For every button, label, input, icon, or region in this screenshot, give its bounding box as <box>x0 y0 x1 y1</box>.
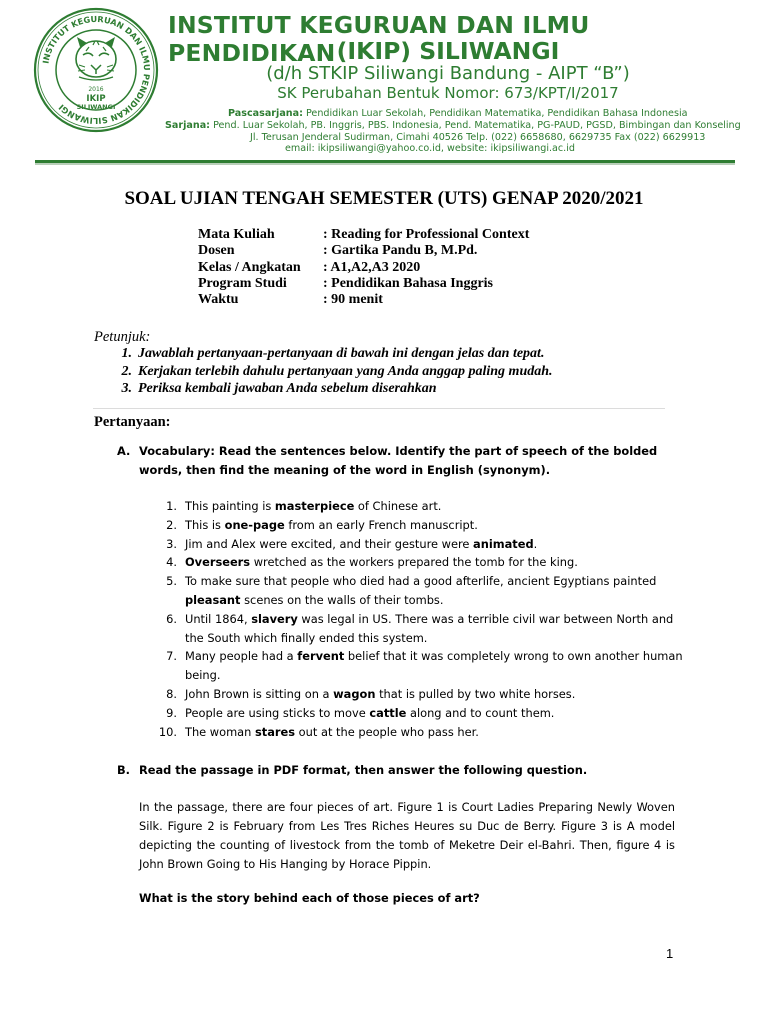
info-row <box>198 292 529 308</box>
vocab-bold-word: wagon <box>333 686 376 701</box>
info-value: : Gartika Pandu B, M.Pd. <box>323 243 478 259</box>
vocab-number: 3. <box>166 536 177 551</box>
vocab-text: The woman <box>185 724 256 739</box>
vocab-item <box>151 516 691 535</box>
vocab-text: John Brown is sitting on a <box>185 686 334 701</box>
vocab-text: People are using sticks to move <box>185 705 370 720</box>
exam-title: SOAL UJIAN TENGAH SEMESTER (UTS) GENAP 2020/2021 <box>124 188 644 209</box>
vocab-text: This painting is <box>185 499 275 513</box>
vocab-item <box>151 610 691 648</box>
logo-ring-text: INSTITUT KEGURUAN DAN ILMU PENDIDIKAN SILIWANGI <box>40 13 153 127</box>
info-value: : Pendidikan Bahasa Inggris <box>323 275 493 291</box>
vocab-bold-word: cattle <box>369 705 407 720</box>
info-value: : Reading for Professional Context <box>323 227 530 242</box>
course-info <box>198 227 529 308</box>
instructions-heading: Petunjuk: <box>94 329 151 345</box>
pascasarjana-line <box>228 108 688 120</box>
vocab-number: 6. <box>166 611 177 626</box>
vocab-number: 5. <box>166 574 177 589</box>
decree-line: SK Perubahan Bentuk Nomor: 673/KPT/I/2017 <box>277 84 619 102</box>
vocab-bold-word: stares <box>255 724 296 739</box>
vocab-text: Until 1864, <box>185 611 252 626</box>
vocab-item <box>151 704 691 723</box>
vocabulary-list <box>151 497 691 741</box>
vocab-item <box>151 572 691 610</box>
info-label: Dosen <box>198 243 235 259</box>
questions-heading: Pertanyaan: <box>94 414 171 430</box>
vocab-item <box>151 685 691 704</box>
section-b-letter: B. <box>117 763 131 777</box>
passage-paragraph: In the passage, there are four pieces of art. Figure 1 is Court Ladies Preparing Newly Woven Silk. Figure 2 is February from Les Tres Riches Heures su Duc de Berry. Figure 3 is A model depicting the counting of livestock from the tomb of Meketre Deir el-Bahri. Then, figure 4 is John Brown Going to His Hanging by Horace Pippin. <box>139 800 675 871</box>
info-row <box>198 276 529 292</box>
vocab-item <box>151 647 691 685</box>
section-b-instruction <box>117 761 677 780</box>
info-label: Mata Kuliah <box>198 227 275 242</box>
info-label: Program Studi <box>198 275 287 291</box>
vocab-bold-word: animated <box>473 536 534 551</box>
list-text: Jawablah pertanyaan-pertanyaan di bawah ini dengan jelas dan tepat. <box>138 346 545 361</box>
info-value: : A1,A2,A3 2020 <box>323 259 421 275</box>
vocab-item <box>151 535 691 554</box>
vocab-bold-word: slavery <box>251 611 298 626</box>
info-value: : 90 menit <box>323 292 383 308</box>
section-a-text: Vocabulary: Read the sentences below. Identify the part of speech of the bolded words, then find the meaning of the word in English (synonym). <box>139 444 658 477</box>
vocab-item <box>151 723 691 742</box>
vocab-text: wretched as the workers prepared the tomb for the king. <box>250 555 578 570</box>
vocab-bold-word: Overseers <box>185 555 251 570</box>
list-number: 1. <box>121 346 132 361</box>
email-line: email: ikipsiliwangi@yahoo.co.id, website: ikipsiliwangi.ac.id <box>285 143 575 154</box>
sarjana-label: Sarjana: <box>165 120 211 131</box>
vocab-text: Jim and Alex were excited, and their gesture were <box>185 536 474 551</box>
list-number: 2. <box>121 363 132 379</box>
ikip-siliwangi-logo <box>33 7 159 133</box>
pascasarjana-programs: Pendidikan Luar Sekolah, Pendidikan Matematika, Pendidikan Bahasa Indonesia <box>302 108 688 119</box>
vocab-text: that is pulled by two white horses. <box>375 686 576 701</box>
page-number: 1 <box>666 946 674 961</box>
vocab-bold-word: pleasant <box>185 592 241 607</box>
section-b-text: Read the passage in PDF format, then answer the following question. <box>139 763 588 777</box>
sarjana-line <box>165 120 741 132</box>
info-label: Waktu <box>198 292 239 308</box>
instructions-list <box>94 345 553 398</box>
list-text: Periksa kembali jawaban Anda sebelum diserahkan <box>138 381 437 396</box>
vocab-bold-word: masterpiece <box>274 499 355 513</box>
institution-name-line1: INSTITUT KEGURUAN DAN ILMU PENDIDIKAN <box>168 11 590 67</box>
vocab-bold-word: fervent <box>297 649 345 664</box>
vocab-text: out at the people who pass her. <box>295 724 479 739</box>
vocab-text: from an early French manuscript. <box>284 517 478 532</box>
institution-name-line2: (IKIP) SILIWANGI <box>336 37 560 65</box>
list-number: 3. <box>121 381 132 396</box>
header-divider-shadow <box>35 163 735 165</box>
vocab-text: along and to count them. <box>406 705 555 720</box>
vocab-text: was legal in US. There was a terrible civil war between North and the South which finally ended this system. <box>185 611 674 645</box>
info-row <box>198 243 529 259</box>
section-divider <box>93 408 665 409</box>
section-a-letter: A. <box>117 444 131 458</box>
vocab-text: Many people had a <box>185 649 298 664</box>
vocab-text: scenes on the walls of their tombs. <box>240 592 444 607</box>
vocab-item <box>151 497 691 516</box>
list-item <box>94 345 553 363</box>
info-row <box>198 260 529 276</box>
vocab-text: This is <box>185 517 225 532</box>
vocab-bold-word: one-page <box>224 517 285 532</box>
logo-name-line1: IKIP <box>86 94 106 104</box>
list-text: Kerjakan terlebih dahulu pertanyaan yang Anda anggap paling mudah. <box>138 363 553 379</box>
vocab-number: 1. <box>166 499 177 513</box>
info-label: Kelas / Angkatan <box>198 259 301 275</box>
vocab-text: . <box>533 536 538 551</box>
vocab-number: 7. <box>166 649 177 664</box>
address-line: Jl. Terusan Jenderal Sudirman, Cimahi 40526 Telp. (022) 6658680, 6629735 Fax (022) 6629913 <box>250 132 706 143</box>
vocab-number: 8. <box>166 686 177 701</box>
sarjana-programs: Pend. Luar Sekolah, PB. Inggris, PBS. Indonesia, Pend. Matematika, PG-PAUD, PGSD, Bimbingan dan Konseling <box>210 120 741 131</box>
former-name-line: (d/h STKIP Siliwangi Bandung - AIPT “B”) <box>266 63 630 84</box>
vocab-text: belief that it was completely wrong to own another human being. <box>185 649 683 683</box>
section-a-instruction <box>117 442 677 480</box>
list-item <box>94 363 553 381</box>
vocab-item <box>151 553 691 572</box>
vocab-text: of Chinese art. <box>354 499 442 513</box>
logo-name-line2: SILIWANGI <box>76 103 116 111</box>
list-item <box>94 380 553 398</box>
info-row <box>198 227 529 243</box>
pascasarjana-label: Pascasarjana: <box>228 108 303 119</box>
vocab-number: 9. <box>166 705 177 720</box>
vocab-number: 2. <box>166 517 177 532</box>
vocab-text: To make sure that people who died had a good afterlife, ancient Egyptians painted <box>185 574 657 589</box>
question-text: What is the story behind each of those pieces of art? <box>139 891 480 905</box>
vocab-number: 4. <box>166 555 177 570</box>
logo-year: 2016 <box>88 86 104 93</box>
vocab-number: 10. <box>158 724 177 739</box>
